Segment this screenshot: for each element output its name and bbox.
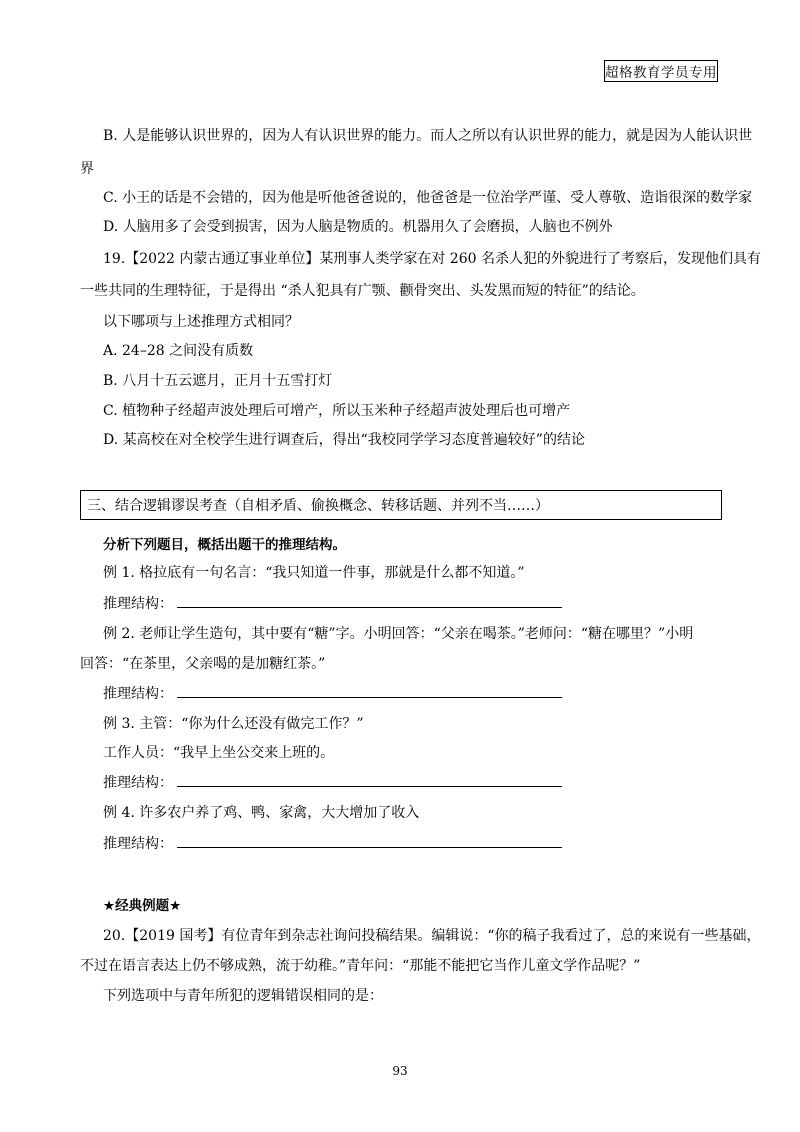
section3-title: 三、结合逻辑谬误考查（自相矛盾、偷换概念、转移话题、并列不当……） [87, 498, 549, 514]
q19-option-a: A. 24–28 之间没有质数 [103, 343, 254, 359]
example-4: 例 4. 许多农户养了鸡、鸭、家禽，大大增加了收入 [103, 805, 420, 821]
reasoning-label: 推理结构： [103, 836, 173, 852]
option-c: C. 小王的话是不会错的，因为他是听他爸爸说的，他爸爸是一位治学严谨、受人尊敬、造诣很深的数学家 [103, 190, 753, 206]
answer-blank-1[interactable] [177, 593, 562, 608]
option-b-line1: B. 人是能够认识世界的，因为人有认识世界的能力。而人之所以有认识世界的能力，就是因为人能认识世 [103, 128, 753, 144]
example-1: 例 1. 格拉底有一句名言：“我只知道一件事，那就是什么都不知道。” [103, 565, 525, 581]
classic-example-heading: ★经典例题★ [103, 898, 182, 914]
section3-title-box [80, 490, 722, 520]
q19-option-c: C. 植物种子经超声波处理后可增产，所以玉米种子经超声波处理后也可增产 [103, 403, 571, 419]
answer-row-1 [103, 593, 722, 615]
q19-stem-line1: 19.【2022 内蒙古通辽事业单位】某刑事人类学家在对 260 名杀人犯的外貌进行了考察后，发现他们具有 [103, 251, 761, 267]
q20-prompt: 下列选项中与青年所犯的逻辑错误相同的是： [103, 988, 383, 1004]
answer-blank-4[interactable] [177, 833, 562, 848]
q19-option-b: B. 八月十五云遮月，正月十五雪打灯 [103, 373, 333, 389]
answer-row-2 [103, 683, 722, 705]
answer-row-3 [103, 772, 722, 794]
reasoning-label: 推理结构： [103, 775, 173, 791]
student-only-badge: 超格教育学员专用 [604, 60, 718, 82]
answer-blank-3[interactable] [177, 772, 562, 787]
q19-option-d: D. 某高校在对全校学生进行调查后，得出“我校同学学习态度普遍较好”的结论 [103, 432, 585, 448]
example-2-line1: 例 2. 老师让学生造句，其中要有“糖”字。小明回答：“父亲在喝茶。”老师问：“糖在哪里？”小明 [103, 626, 694, 642]
reasoning-label: 推理结构： [103, 596, 173, 612]
q20-stem-line1: 20.【2019 国考】有位青年到杂志社询问投稿结果。编辑说：“你的稿子我看过了，总的来说有一些基础， [103, 928, 761, 944]
example-3-line1: 例 3. 主管：“你为什么还没有做完工作？” [103, 716, 364, 732]
answer-blank-2[interactable] [177, 683, 562, 698]
page-number: 93 [392, 1064, 408, 1078]
reasoning-label: 推理结构： [103, 686, 173, 702]
example-3-line2: 工作人员：“我早上坐公交来上班的。 [103, 745, 335, 761]
q20-stem-line2: 不过在语言表达上仍不够成熟，流于幼稚。”青年问：“那能不能把它当作儿童文学作品呢？” [80, 958, 641, 974]
q19-stem-line2: 一些共同的生理特征，于是得出 “杀人犯具有广颚、颧骨突出、头发黑而短的特征”的结论。 [80, 283, 645, 299]
q19-prompt: 以下哪项与上述推理方式相同？ [103, 314, 299, 330]
example-2-line2: 回答：“在茶里，父亲喝的是加糖红茶。” [80, 656, 326, 672]
option-d: D. 人脑用多了会受到损害，因为人脑是物质的。机器用久了会磨损，人脑也不例外 [103, 219, 613, 235]
answer-row-4 [103, 833, 722, 855]
section3-instruction: 分析下列题目，概括出题干的推理结构。 [103, 537, 346, 553]
option-b-line2: 界 [80, 161, 94, 177]
